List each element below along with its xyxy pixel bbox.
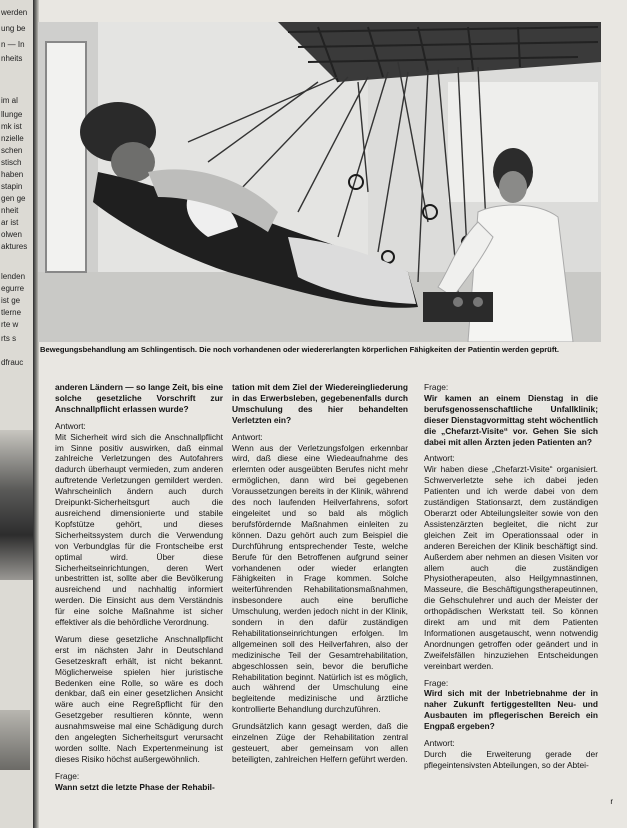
answer-label: Antwort: — [424, 738, 455, 749]
previous-page-line: ung be — [1, 24, 26, 33]
previous-page-line: ist ge — [1, 296, 21, 305]
previous-page-line: llunge — [1, 110, 23, 119]
previous-page-line: lenden — [1, 272, 26, 281]
previous-page-line: stisch — [1, 158, 22, 167]
question-label: Frage: — [424, 677, 449, 688]
answer-text: Durch die Erweiterung gerade der pflegeintensivsten Abteilungen, so der Abtei- — [424, 749, 598, 770]
previous-page-line: nheit — [1, 206, 19, 215]
previous-page-line: rts s — [1, 334, 17, 343]
question-label: Frage: — [424, 382, 449, 392]
previous-page-line: olwen — [1, 230, 22, 239]
answer-text: Mit Sicherheit wird sich die Anschnallpflicht im Sinne positiv auswirken, daß einmal zahlreiche Verletzungen des Autofahrers dadurch überhaupt vermieden, zum anderen auftretende Verletzungen gemildert werden. Wahrscheinlich ändern auch durch Dreipunkt-Sicherheitsgurt auch die ausreichend dimensionierte und stabile Kopfstütze gehört, und dieses Sicherheitssystem durch die Verwendung von Verbundglas für die Frontscheibe erst optimal wird. Über diese Sicherheitseinrichtungen, deren Wert unbestritten ist, sollte aber die Bevölkerung ausreichend und nachhaltig informiert werden. Die Einsicht aus dem Verständnis für eine solche Maßnahme ist sicher effektiver als die behördliche Verordnung. — [55, 431, 223, 628]
previous-page-line: haben — [1, 170, 24, 179]
question-text: tation mit dem Ziel der Wiedereingliederung in das Erwerbsleben, gegebenenfalls durch Umschulung des hier behandelten Verletzten ein? — [232, 382, 408, 425]
photo-caption: Bewegungsbehandlung am Schlingentisch. Die noch vorhandenen oder wiedererlangten körperlichen Fähigkeiten der Patientin werden geprüft. — [40, 345, 559, 354]
previous-page-line: im al — [1, 96, 18, 105]
previous-page-line: dfrauc — [1, 358, 24, 367]
previous-page-line: mk ist — [1, 122, 22, 131]
previous-page-line: egurre — [1, 284, 25, 293]
text-column-1 — [55, 382, 223, 799]
previous-page-line: ar ist — [1, 218, 19, 227]
previous-page-line: gen ge — [1, 194, 26, 203]
page-number: r — [610, 797, 613, 806]
answer-text: Wenn aus der Verletzungsfolgen erkennbar wird, daß diese eine Wiedeaufnahme des erlernten oder ausgeübten Berufes nicht mehr ermöglichen, dann wird bei gegebenen Voraussetzungen bereits in der Klinik, während des noch laufenden Heilverfahrens, sofort eingeleitet und so bald als möglich berufsfördernde Maßnahmen einleiten zu können. Dazu gehört auch zum Beispiel die Durchführung entsprechender Teste, welche Berufe für den Betroffenen aufgrund seiner vorhandenen oder wieder erlangten Fähigkeiten in Frage kommen. Solche weiterführenden Rehabilitationsmaßnahmen, insbesondere auch eine berufliche Umschulung, werden jedoch nicht in der Klinik, sondern in den dafür zuständigen Rehabilitationseinrichtungen erfolgen. Im allgemeinen soll des Heilverfahren, also der medizinische Teil der Gesamtrehabilitation, abgeschlossen sein, bevor die berufliche Rehabilitation beginnt. Natürlich ist es möglich, auch während der Umschulung eine begleitende medizinische und ärztliche kontrollierte Behandlung durchzuführen. — [232, 442, 408, 715]
question-text: anderen Ländern — so lange Zeit, bis eine solche gesetzliche Vorschrift zur Anschnallpflicht erlassen wurde? — [55, 382, 224, 414]
rehabilitation-sling-photo — [38, 22, 601, 342]
previous-page-line: n — In — [1, 40, 25, 49]
answer-text: Warum diese gesetzliche Anschnallpflicht erst im nächsten Jahr in Deutschland Gesetzeskraft erhält, ist nicht bekannt. Möglicherweise spielen hier juristische Bedenken eine Rolle, so wäre es doch denkbar, daß ein einer gesetzlichen Ansicht wäre auch eine Regreßpflicht für den Gesetzgeber resultieren könnte, wenn ausnahmsweise mal eine Schädigung durch den angelegten Sicherheitsgurt verursacht worden sollte. Nach Expertenmeinung ist dieses Risiko höchst außergewöhnlich. — [55, 633, 223, 764]
answer-label: Antwort: — [55, 420, 86, 431]
question-label: Frage: — [55, 770, 80, 781]
question-text: Wird sich mit der Inbetriebnahme der in naher Zukunft fertiggestellten Neu- und Ausbauten im pflegerischen Bereich ein Engpaß ergeben? — [424, 688, 598, 732]
answer-label: Antwort: — [424, 453, 455, 464]
previous-page-line: stapin — [1, 182, 23, 191]
previous-page-photo — [0, 430, 34, 580]
text-column-2 — [232, 382, 408, 771]
previous-page-line: werden — [1, 8, 28, 17]
previous-page-line: aktures — [1, 242, 28, 251]
previous-page-fragment — [0, 0, 36, 828]
question-text: Wir kamen an einem Dienstag in die berufsgenossenschaftliche Unfallklinik; dieser Dienstagvormittag steht wöchentlich die „Chefarzt-Visite“ vor. Gehen Sie sich dabei mit allen Ärzten jeden Patienten an? — [424, 392, 598, 447]
previous-page-line: tlerne — [1, 308, 22, 317]
text-column-3 — [424, 382, 598, 777]
answer-text: Wir haben diese „Chefarzt-Visite“ organisiert. Schwerverletzte sehe ich dabei jeden Patienten und ich werde dabei von dem zuständigen Stationsarzt, dem zuständigen Oberarzt oder Abteilungsleiter sowie von den Assistenzärzten begleitet, die nicht zur gleichen Zeit im Operationssaal oder in anderen Bereichen der Klinik beschäftigt sind. Außerdem aber nehmen an diesen Visiten vor allem auch die zuständigen Physiotherapeuten, also Heilgymnastinnen, Masseure, die Beschäftigungstherapeutinnen, die Gehschulehrer und auch der Meister der orthopädischen Werkstatt teil. So können direkt am und mit dem Patienten Informationen ausgetauscht, wenn notwendig Anordnungen getroffen oder geändert und in Zweifelsfällen hinzuziehen Entscheidungen vereinbart werden. — [424, 464, 598, 671]
answer-paragraph — [55, 421, 223, 628]
previous-page-line: rte w — [1, 320, 19, 329]
answer-text: Grundsätzlich kann gesagt werden, daß die einzelnen Züge der Rehabilitation zentral gesteuert, aber gemeinsam von allen beteiligten, zahlreichen Helfern geführt werden. — [232, 721, 408, 764]
answer-label: Antwort: — [232, 431, 263, 442]
previous-page-line: nzielle — [1, 134, 24, 143]
previous-page-line: schen — [1, 146, 23, 155]
question-text: Wann setzt die letzte Phase der Rehabil- — [55, 781, 215, 792]
previous-page-line: nheits — [1, 54, 23, 63]
previous-page-photo-2 — [0, 710, 30, 770]
